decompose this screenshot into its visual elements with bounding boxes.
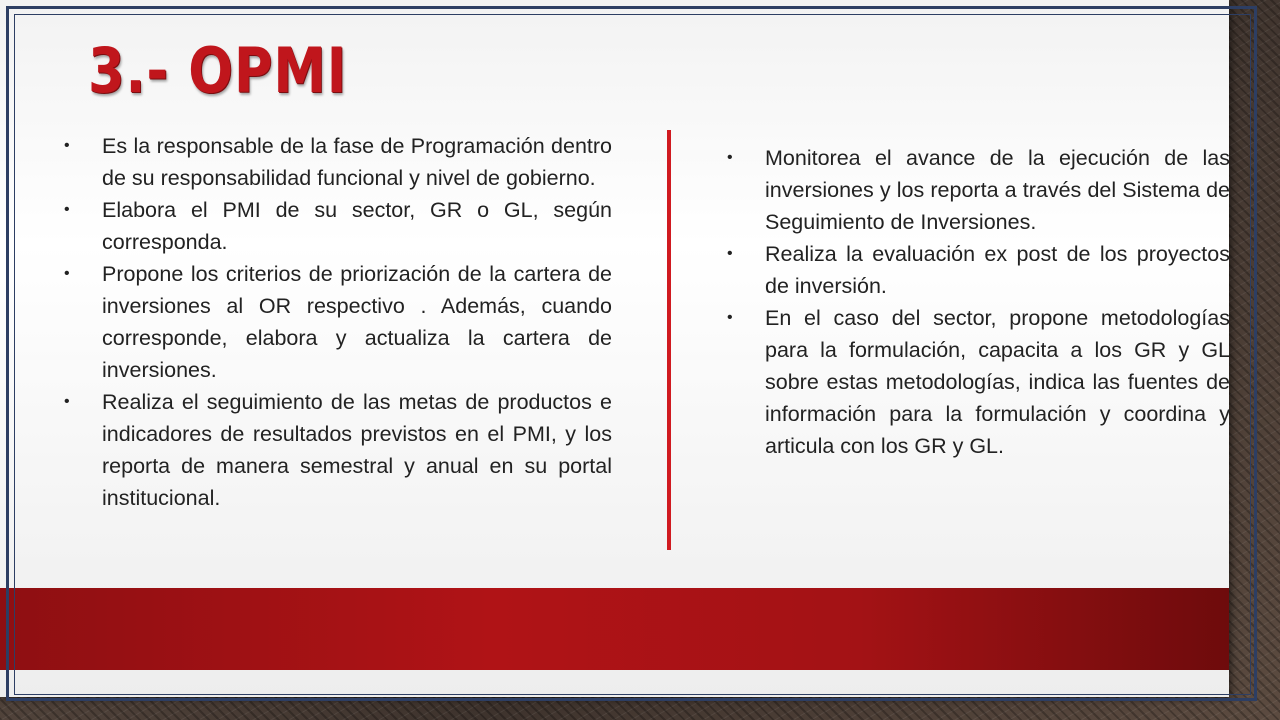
list-item-text: Realiza el seguimiento de las metas de productos e indicadores de resultados previstos en el PMI, y los reporta de manera semestral y anual en su portal institucional. [102, 390, 612, 510]
list-item-text: Elabora el PMI de su sector, GR o GL, según corresponda. [102, 198, 612, 254]
bullet-icon: • [64, 265, 70, 282]
bullet-icon: • [64, 201, 70, 218]
list-item [727, 302, 1230, 462]
list-item [64, 386, 612, 514]
bullet-icon: • [64, 137, 70, 154]
list-item-text: Realiza la evaluación ex post de los proyectos de inversión. [765, 242, 1230, 298]
bullet-icon: • [727, 245, 733, 262]
footer-banner [0, 588, 1229, 670]
list-item-text: Propone los criterios de priorización de la cartera de inversiones al OR respectivo . Además, cuando corresponde, elabora y actualiza la cartera de inversiones. [102, 262, 612, 382]
list-item-text: Es la responsable de la fase de Programación dentro de su responsabilidad funcional y nivel de gobierno. [102, 134, 612, 190]
list-item [64, 258, 612, 386]
slide-title: 3.- OPMI [88, 34, 348, 107]
bullet-icon: • [727, 309, 733, 326]
left-bullet-list [64, 130, 612, 514]
bullet-icon: • [64, 393, 70, 410]
list-item [64, 194, 612, 258]
right-bullet-list [727, 142, 1230, 462]
list-item [727, 142, 1230, 238]
list-item [727, 238, 1230, 302]
list-item-text: Monitorea el avance de la ejecución de las inversiones y los reporta a través del Sistema de Seguimiento de Inversiones. [765, 146, 1230, 234]
list-item [64, 130, 612, 194]
bullet-icon: • [727, 149, 733, 166]
list-item-text: En el caso del sector, propone metodologías para la formulación, capacita a los GR y GL sobre estas metodologías, indica las fuentes de información para la formulación y coordina y articula con los GR y GL. [765, 306, 1230, 458]
column-divider [667, 130, 671, 550]
